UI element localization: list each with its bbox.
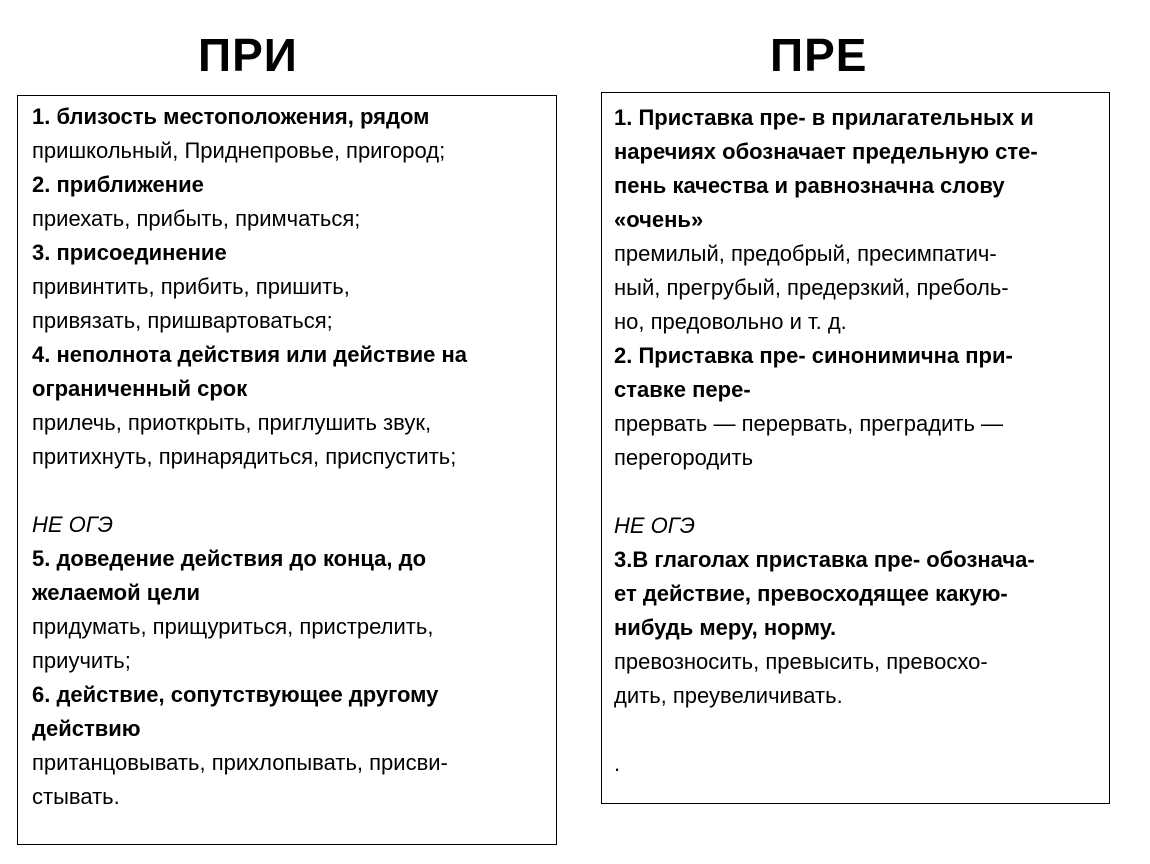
example-line: приехать, прибыть, примчаться; xyxy=(32,206,361,231)
rule-heading-line: 2. приближение xyxy=(32,172,204,197)
example-line: превозносить, превысить, превосхо- xyxy=(614,649,988,674)
pre-rules-box xyxy=(601,92,1110,804)
rule-heading-line: 6. действие, сопутствующее другому xyxy=(32,682,439,707)
rule-heading-line: желаемой цели xyxy=(32,580,201,605)
pri-rules-box xyxy=(17,95,557,845)
example-line: придумать, прищуриться, пристрелить, xyxy=(32,614,434,639)
rule-heading-line: нибудь меру, норму. xyxy=(614,615,837,640)
blank-line xyxy=(614,475,1099,509)
example-line: перегородить xyxy=(614,445,754,470)
rule-heading-line: 5. доведение действия до конца, до xyxy=(32,546,427,571)
example-line: стывать. xyxy=(32,784,120,809)
rule-heading-line: наречиях обозначает предельную сте- xyxy=(614,139,1038,164)
rule-heading-line: 3. присоединение xyxy=(32,240,227,265)
pri-title: ПРИ xyxy=(198,29,298,81)
example-line: ный, прегрубый, предерзкий, преболь- xyxy=(614,275,1009,300)
rule-heading-line: 1. Приставка пре- в прилагательных и xyxy=(614,105,1034,130)
example-line: приучить; xyxy=(32,648,131,673)
example-line: прервать — перервать, преградить — xyxy=(614,411,1004,436)
example-line: привязать, пришвартоваться; xyxy=(32,308,333,333)
rule-heading-line: «очень» xyxy=(614,207,704,232)
blank-line xyxy=(32,474,546,508)
rule-heading-line: ет действие, превосходящее какую- xyxy=(614,581,1008,606)
example-line: премилый, предобрый, пресимпатич- xyxy=(614,241,997,266)
example-line: привинтить, прибить, пришить, xyxy=(32,274,350,299)
example-line: но, предовольно и т. д. xyxy=(614,309,847,334)
example-line: пританцовывать, прихлопывать, присви- xyxy=(32,750,448,775)
rule-heading-line: действию xyxy=(32,716,141,741)
example-line: прилечь, приоткрыть, приглушить звук, xyxy=(32,410,432,435)
rule-heading-line: 3.В глаголах приставка пре- обознача- xyxy=(614,547,1035,572)
rule-heading-line: 1. близость местоположения, рядом xyxy=(32,104,430,129)
not-oge-label: НЕ ОГЭ xyxy=(614,513,696,538)
example-line: дить, преувеличивать. xyxy=(614,683,843,708)
rule-heading-line: пень качества и равнозначна слову xyxy=(614,173,1005,198)
rule-heading-line: ставке пере- xyxy=(614,377,751,402)
rule-heading-line: ограниченный срок xyxy=(32,376,248,401)
rule-heading-line: 2. Приставка пре- синонимична при- xyxy=(614,343,1013,368)
example-line: притихнуть, принарядиться, приспустить; xyxy=(32,444,457,469)
blank-line xyxy=(614,713,1099,747)
example-line: . xyxy=(614,751,621,776)
not-oge-label: НЕ ОГЭ xyxy=(32,512,114,537)
example-line: пришкольный, Приднепровье, пригород; xyxy=(32,138,446,163)
pre-title: ПРЕ xyxy=(770,29,868,81)
rule-heading-line: 4. неполнота действия или действие на xyxy=(32,342,467,367)
